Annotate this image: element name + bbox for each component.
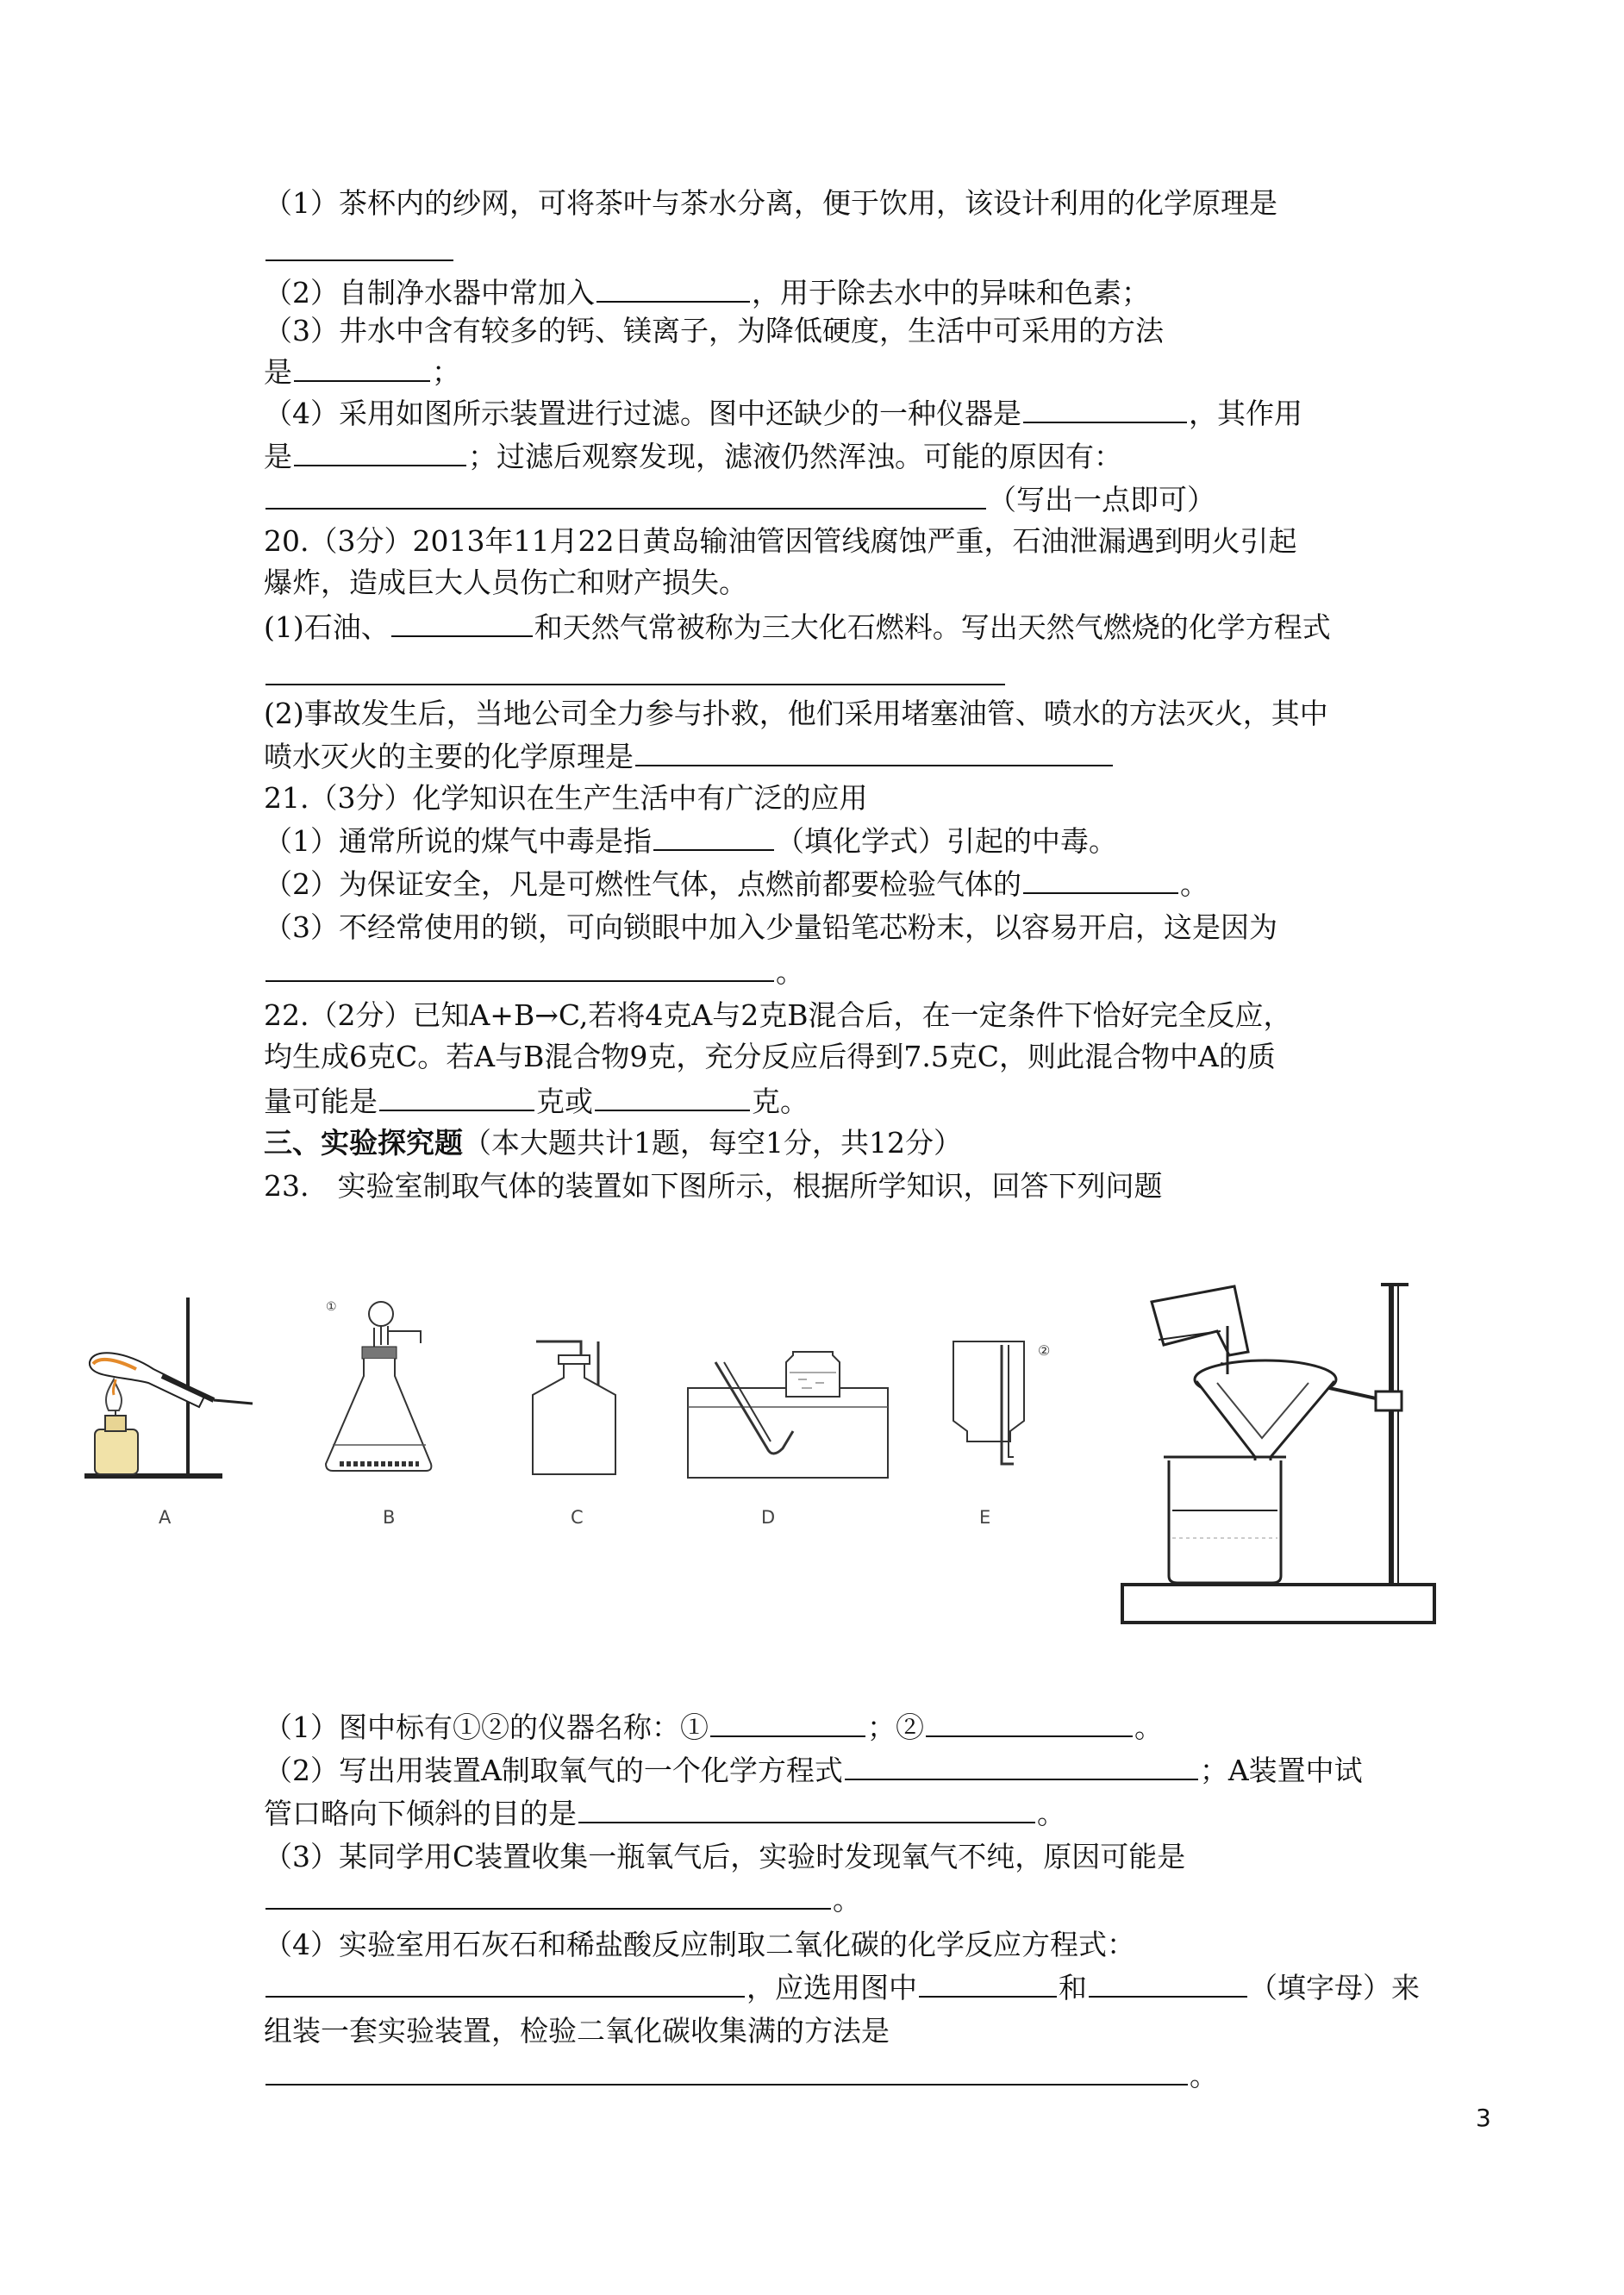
q20-line-1: 20.（3分）2013年11月22日黄岛输油管因管线腐蚀严重，石油泄漏遇到明火引起 [264,524,1297,558]
q20-line-3: (1)石油、 和天然气常被称为三大化石燃料。写出天然气燃烧的化学方程式 [264,610,1331,644]
apparatus-c-figure [521,1335,633,1481]
q20-line-4-blank [264,657,1007,695]
apparatus-a-figure [76,1293,265,1483]
q23-sub-4-line-1: （4）实验室用石灰石和稀盐酸反应制取二氧化碳的化学反应方程式： [264,1928,1135,1961]
filtration-figure [1117,1279,1446,1633]
figure-label-a: A [159,1507,172,1528]
q23-sub-2-line-2: 管口略向下倾斜的目的是 。 [264,1797,1065,1830]
q21-line-5: 。 [264,954,804,991]
figure-label-e: E [979,1507,991,1528]
q20-line-6: 喷水灭火的主要的化学原理是 [264,738,1115,776]
q22-line-3: 量可能是 克或 克。 [264,1085,809,1118]
q21-line-3: （2）为保证安全，凡是可燃性气体，点燃前都要检验气体的 。 [264,867,1209,901]
mark-circle-1: ① [326,1300,337,1314]
q21-line-4: （3）不经常使用的锁，可向锁眼中加入少量铅笔芯粉末，以容易开启，这是因为 [264,910,1277,944]
q19-line-5: （4）采用如图所示装置进行过滤。图中还缺少的一种仪器是 ，其作用 [264,397,1302,430]
q23-sub-1: （1）图中标有①②的仪器名称：① ；② 。 [264,1710,1163,1744]
q23-sub-4-line-2: ，应选用图中 和 （填字母）来 [264,1969,1420,2007]
apparatus-b-figure [319,1293,448,1483]
q19-line-1: （1）茶杯内的纱网，可将茶叶与茶水分离，便于饮用，该设计利用的化学原理是 [264,186,1277,220]
q19-line-3: （3）井水中含有较多的钙、镁离子，为降低硬度，生活中可采用的方法 [264,314,1164,347]
figure-label-b: B [383,1507,396,1528]
q23-sub-4-line-4: 。 [264,2057,1218,2095]
q22-line-1: 22.（2分）已知A+B→C,若将4克A与2克B混合后，在一定条件下恰好完全反应， [264,998,1292,1032]
q23-sub-4-line-3: 组装一套实验装置，检验二氧化碳收集满的方法是 [264,2014,890,2048]
q20-line-2: 爆炸，造成巨大人员伤亡和财产损失。 [264,566,747,599]
apparatus-e-figure [945,1335,1074,1481]
q20-line-5: (2)事故发生后，当地公司全力参与扑救，他们采用堵塞油管、喷水的方法灭火，其中 [264,697,1328,730]
mark-circle-2: ② [1038,1342,1051,1359]
page-number: 3 [1476,2104,1491,2132]
q22-line-2: 均生成6克C。若A与B混合物9克，充分反应后得到7.5克C，则此混合物中A的质 [264,1040,1276,1073]
figure-label-c: C [571,1507,584,1528]
q23-sub-2-line-1: （2）写出用装置A制取氧气的一个化学方程式 ；A装置中试 [264,1754,1363,1787]
q19-line-4: 是 ； [264,355,460,389]
apparatus-d-figure [681,1345,896,1483]
q19-line-7: （写出一点即可） [264,481,1215,519]
q21-line-2: （1）通常所说的煤气中毒是指 （填化学式）引起的中毒。 [264,824,1117,858]
section-3-heading: 三、实验探究题（本大题共计1题，每空1分，共12分） [264,1126,962,1160]
q21-line-1: 21.（3分）化学知识在生产生活中有广泛的应用 [264,781,868,815]
q23-sub-3: （3）某同学用C装置收集一瓶氧气后，实验时发现氧气不纯，原因可能是 [264,1840,1186,1873]
q19-line-2: （2）自制净水器中常加入 ，用于除去水中的异味和色素； [264,276,1150,310]
q23-sub-3-blank: 。 [264,1881,861,1919]
figure-label-d: D [761,1507,776,1528]
q19-line-1-blank [264,233,455,271]
q23-intro: 23. 实验室制取气体的装置如下图所示，根据所学知识，回答下列问题 [264,1169,1163,1203]
q19-line-6: 是 ；过滤后观察发现，滤液仍然浑浊。可能的原因有： [264,440,1122,473]
